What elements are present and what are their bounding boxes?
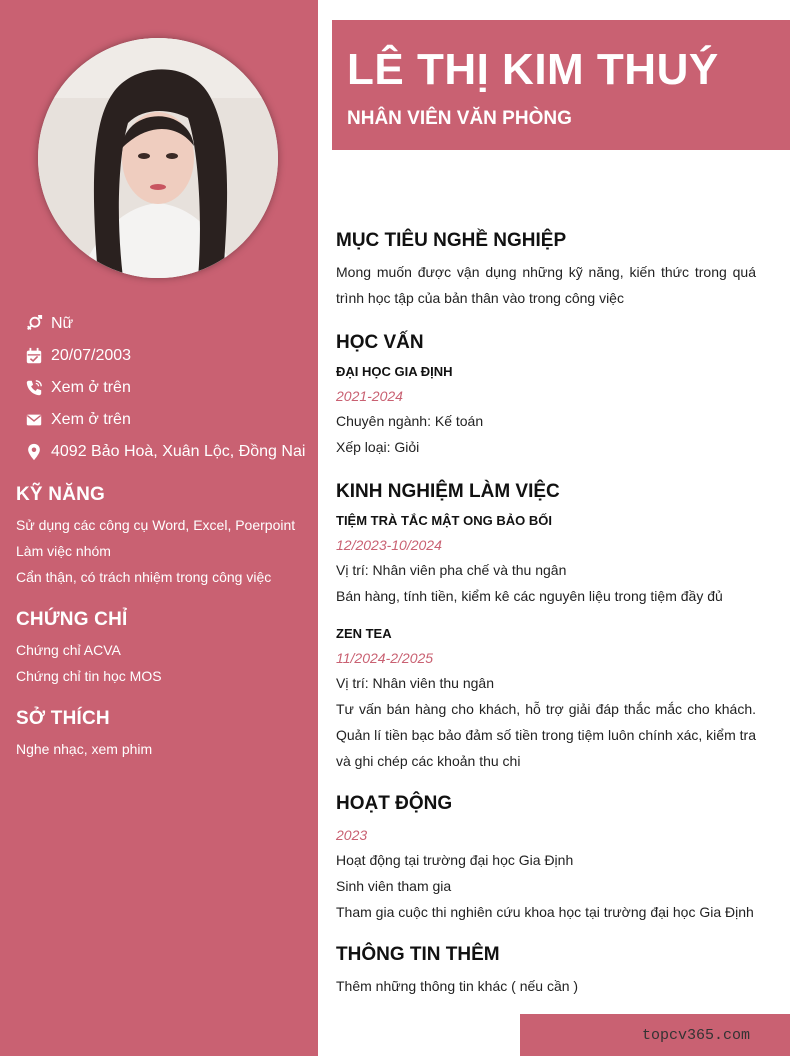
activity-line: Hoạt động tại trường đại học Gia Định	[336, 852, 574, 868]
hobbies-title: SỞ THÍCH	[16, 708, 110, 729]
company-name: ZEN TEA	[336, 626, 392, 641]
email-icon	[24, 410, 44, 430]
activities-title: HOẠT ĐỘNG	[336, 793, 453, 814]
contact-birthday	[24, 340, 314, 372]
experience-title: KINH NGHIỆM LÀM VIỆC	[336, 481, 560, 502]
activity-line: Sinh viên tham gia	[336, 878, 452, 894]
skill-item: Cẩn thận, có trách nhiệm trong công việc	[16, 569, 272, 585]
contact-info	[24, 308, 314, 468]
contact-address	[24, 436, 314, 468]
contact-email	[24, 404, 314, 436]
activities-date: 2023	[336, 827, 368, 843]
job-position: Vị trí: Nhân viên thu ngân	[336, 675, 494, 691]
full-name: LÊ THỊ KIM THUÝ	[347, 45, 719, 94]
objective-title: MỤC TIÊU NGHỀ NGHIỆP	[336, 230, 567, 251]
main-content	[336, 228, 756, 999]
location-icon	[24, 442, 44, 462]
job-date: 12/2023-10/2024	[336, 537, 442, 553]
skills-section	[16, 484, 306, 590]
extra-text: Thêm những thông tin khác ( nếu cần )	[336, 978, 579, 994]
job-title: NHÂN VIÊN VĂN PHÒNG	[347, 108, 572, 129]
portrait-image	[38, 38, 278, 278]
job-entry	[336, 622, 756, 774]
footer-bar	[520, 1014, 790, 1056]
education-section	[336, 330, 756, 460]
skill-item: Sử dụng các công cụ Word, Excel, Poerpoint	[16, 517, 296, 533]
skill-item: Làm việc nhóm	[16, 543, 111, 559]
certificate-item: Chứng chỉ ACVA	[16, 642, 121, 658]
extra-section	[336, 942, 756, 999]
name-header	[332, 20, 790, 150]
education-title: HỌC VẤN	[336, 332, 424, 353]
objective-section	[336, 228, 756, 311]
job-description: Tư vấn bán hàng cho khách, hỗ trợ giải đáp thắc mắc cho khách. Quản lí tiền bạc bảo đảm số tiền trong tiệm luôn chính xác, kiểm tra và ghi chép các khoản thu chi	[336, 701, 756, 769]
hobby-item: Nghe nhạc, xem phim	[16, 741, 153, 757]
job-description: Bán hàng, tính tiền, kiểm kê các nguyên liệu trong tiệm đầy đủ	[336, 588, 723, 604]
company-name: TIỆM TRÀ TẮC MẬT ONG BẢO BỐI	[336, 513, 552, 528]
education-date: 2021-2024	[336, 388, 403, 404]
contact-phone	[24, 372, 314, 404]
job-position: Vị trí: Nhân viên pha chế và thu ngân	[336, 562, 567, 578]
contact-gender	[24, 308, 314, 340]
education-grade: Xếp loại: Giỏi	[336, 439, 420, 455]
email-text: Xem ở trên	[51, 411, 131, 428]
activities-section	[336, 791, 756, 925]
objective-text: Mong muốn được vận dụng những kỹ năng, kiến thức trong quá trình học tập của bản thân vào trong công việc	[336, 264, 756, 306]
experience-section	[336, 479, 756, 774]
skills-title: KỸ NĂNG	[16, 484, 106, 505]
school-name: ĐẠI HỌC GIA ĐỊNH	[336, 364, 453, 379]
profile-photo	[38, 38, 278, 278]
job-date: 11/2024-2/2025	[336, 650, 434, 666]
extra-title: THÔNG TIN THÊM	[336, 944, 500, 965]
certificate-item: Chứng chỉ tin học MOS	[16, 668, 162, 684]
address-text: 4092 Bảo Hoà, Xuân Lộc, Đồng Nai	[51, 443, 306, 460]
hobbies-section	[16, 708, 306, 762]
certificates-title: CHỨNG CHỈ	[16, 609, 128, 630]
watermark-text: topcv365.com	[641, 1027, 750, 1044]
job-entry	[336, 509, 756, 609]
phone-text: Xem ở trên	[51, 379, 131, 396]
birthday-text: 20/07/2003	[51, 347, 132, 364]
education-major: Chuyên ngành: Kế toán	[336, 413, 484, 429]
activity-line: Tham gia cuộc thi nghiên cứu khoa học tại trường đại học Gia Định	[336, 904, 754, 920]
gender-icon	[24, 314, 44, 334]
sidebar	[0, 0, 318, 1056]
gender-text: Nữ	[51, 315, 74, 332]
phone-icon	[24, 378, 44, 398]
certificates-section	[16, 609, 306, 689]
calendar-icon	[24, 346, 44, 366]
